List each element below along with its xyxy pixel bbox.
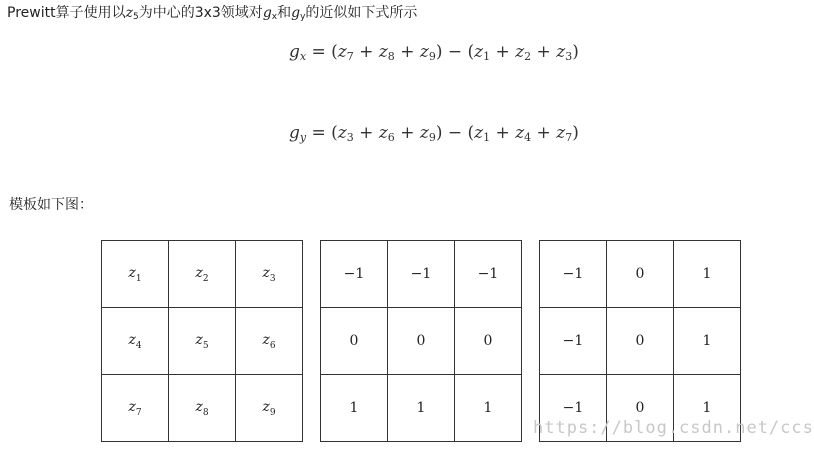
matrix-cell: $z_5$ (169, 308, 236, 375)
matrix-cell: 1 (674, 375, 741, 442)
gy-formula: $g_y = (z_3 + z_6 + z_9) - (z_1 + z_4 + z_7)$ (289, 123, 579, 144)
gy-kernel-matrix (539, 240, 741, 442)
matrix-cell: −1 (540, 308, 607, 375)
matrix-cell: 0 (321, 308, 388, 375)
matrix-cell: −1 (540, 241, 607, 308)
matrix-cell: $z_3$ (236, 241, 303, 308)
matrix-cell: 1 (321, 375, 388, 442)
matrix-cell: $z_1$ (102, 241, 169, 308)
matrix-cell: −1 (321, 241, 388, 308)
neighborhood-matrix (101, 240, 303, 442)
matrix-cell: 1 (388, 375, 455, 442)
matrix-cell: 0 (607, 241, 674, 308)
matrix-cell: 1 (674, 241, 741, 308)
matrix-cell: $z_9$ (236, 375, 303, 442)
matrix-cell: $z_6$ (236, 308, 303, 375)
matrix-cell: 0 (607, 375, 674, 442)
matrix-cell: $z_7$ (102, 375, 169, 442)
matrix-cell: $z_8$ (169, 375, 236, 442)
matrix-cell: −1 (540, 375, 607, 442)
matrix-cell: $z_4$ (102, 308, 169, 375)
matrix-cell: −1 (455, 241, 522, 308)
matrix-cell: −1 (388, 241, 455, 308)
matrix-cell: $z_2$ (169, 241, 236, 308)
gx-kernel-matrix (320, 240, 522, 442)
gx-formula: $g_x = (z_7 + z_8 + z_9) - (z_1 + z_2 + z_3)$ (289, 42, 579, 63)
matrix-cell: 0 (388, 308, 455, 375)
intro-text: Prewitt算子使用以$z_5$为中心的3x3领域对$g_x$和$g_y$的近似如下式所示 (7, 5, 418, 22)
watermark: https://blog.csdn.net/ccs (533, 418, 814, 438)
matrix-cell: 1 (674, 308, 741, 375)
template-caption: 模板如下图： (9, 197, 93, 213)
matrix-cell: 0 (455, 308, 522, 375)
matrix-cell: 1 (455, 375, 522, 442)
matrix-cell: 0 (607, 308, 674, 375)
